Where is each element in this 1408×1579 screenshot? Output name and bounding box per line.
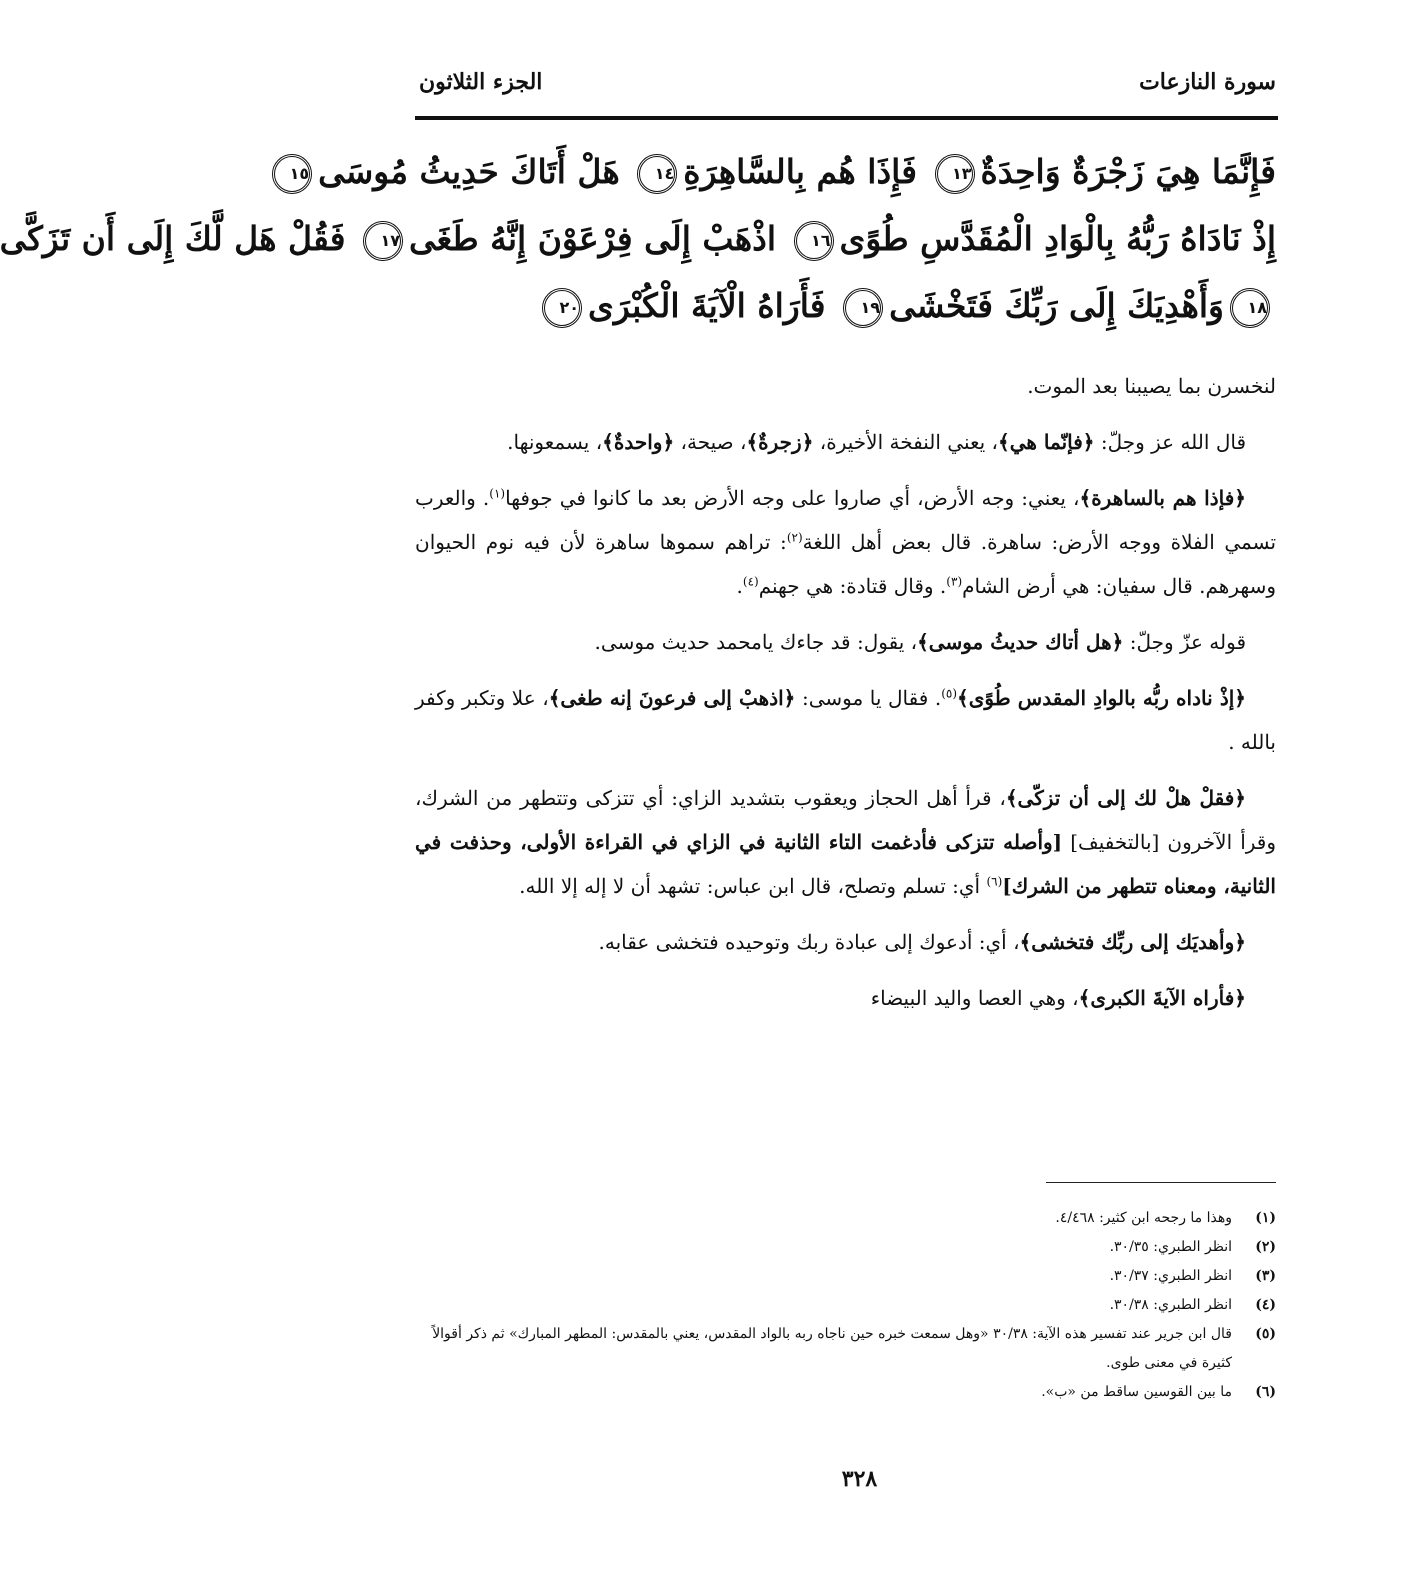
- ayah-number-marker: ١٤: [637, 154, 677, 194]
- footnote-divider: [1046, 1182, 1276, 1183]
- header-rule: [415, 116, 1278, 120]
- quoted-verse: ﴿هل أتاك حديثُ موسى﴾: [917, 630, 1124, 654]
- ayah-number-marker: ٢٠: [542, 288, 582, 328]
- quoted-verse: ﴿فإنّما هي﴾: [998, 430, 1095, 454]
- footnote-number: (٢): [1255, 1239, 1276, 1255]
- paragraph: [415, 620, 1276, 664]
- footnote-item: [415, 1320, 1276, 1378]
- footnote-item: [415, 1291, 1276, 1320]
- text-run: . فقال يا موسى:: [795, 686, 942, 710]
- quoted-verse: ﴿فأراه الآيةَ الكبرى﴾: [1078, 986, 1246, 1010]
- quran-line-1: [289, 138, 1276, 205]
- text-run: .: [736, 574, 743, 598]
- text-run: ، يعني النفخة الأخيرة،: [813, 430, 999, 454]
- verse-text: هَلْ أَتَاكَ حَدِيثُ مُوسَى: [318, 152, 620, 191]
- footnote-ref[interactable]: (١): [489, 486, 506, 501]
- footnote-ref[interactable]: (٥): [941, 686, 958, 701]
- footnote-ref[interactable]: (٢): [786, 530, 803, 545]
- text-run: لنخسرن بما يصيبنا بعد الموت.: [1027, 374, 1276, 398]
- footnote-text: وهذا ما رجحه ابن كثير: ٤/٤٦٨.: [1055, 1210, 1232, 1226]
- part-title: الجزء الثلاثون: [419, 69, 543, 95]
- footnote-number: (٦): [1255, 1384, 1276, 1400]
- text-run: . والعرب تسمي الفلاة ووجه الأرض: ساهرة. قال بعض أهل اللغة: [415, 486, 1277, 554]
- quoted-verse: ﴿واحدةٌ﴾: [602, 430, 675, 454]
- footnote-ref[interactable]: (٤): [742, 574, 759, 589]
- quran-verses-block: [0, 138, 1276, 339]
- quoted-verse: ﴿فإذا هم بالساهرة﴾: [1079, 486, 1247, 510]
- footnote-ref[interactable]: (٦): [986, 874, 1003, 889]
- ayah-number-marker: ١٣: [935, 154, 975, 194]
- ayah-number-marker: ١٨: [1230, 288, 1270, 328]
- quoted-verse: ﴿اذهبْ إلى فرعونَ إنه طغى﴾: [548, 686, 796, 710]
- paragraph: [415, 420, 1276, 464]
- quoted-verse: ﴿فقلْ هلْ لك إلى أن تزكّى﴾: [1005, 786, 1246, 810]
- footnote-item: [415, 1233, 1276, 1262]
- footnote-item: [415, 1204, 1276, 1233]
- verse-text: فَإِنَّمَا هِيَ زَجْرَةٌ وَاحِدَةٌ: [980, 152, 1276, 191]
- paragraph: [415, 776, 1276, 908]
- paragraph: [415, 364, 1276, 408]
- verse-text: إِذْ نَادَاهُ رَبُّهُ بِالْوَادِ الْمُقَدَّسِ طُوًى: [839, 219, 1276, 258]
- footnote-text: انظر الطبري: ٣٠/٣٥.: [1109, 1239, 1232, 1255]
- commentary-body: [415, 364, 1276, 1032]
- ayah-number-marker: ١٩: [843, 288, 883, 328]
- footnote-text: قال ابن جرير عند تفسير هذه الآية: ٣٠/٣٨ «وهل سمعت خبره حين ناجاه ربه بالواد المقدس، يعني بالمقدس: المطهر المبارك» ثم ذكر أقوالاً كثيرة في معنى طوى.: [432, 1326, 1232, 1371]
- paragraph: [415, 476, 1276, 608]
- paragraph: [415, 920, 1276, 964]
- footnotes: [415, 1204, 1276, 1407]
- text-run: ، أي: أدعوك إلى عبادة ربك وتوحيده فتخشى عقابه.: [598, 930, 1020, 954]
- footnote-number: (٣): [1255, 1268, 1276, 1284]
- text-run: ، علا وتكبر وكفر بالله .: [415, 686, 1276, 754]
- text-run: أي: تسلم وتصلح، قال ابن عباس: تشهد أن لا إله إلا الله.: [519, 874, 987, 898]
- footnote-number: (٥): [1255, 1326, 1276, 1342]
- text-run: . وقال قتادة: هي جهنم: [758, 574, 947, 598]
- running-header: [419, 62, 1276, 102]
- paragraph: [415, 976, 1276, 1020]
- verse-text: فَإِذَا هُم بِالسَّاهِرَةِ: [683, 152, 918, 191]
- footnote-item: [415, 1378, 1276, 1407]
- footnote-text: انظر الطبري: ٣٠/٣٧.: [1109, 1268, 1232, 1284]
- text-run: ، قرأ أهل الحجاز ويعقوب بتشديد الزاي: أي تتزكى وتتطهر من الشرك، وقرأ الآخرون [بالتخفيف]: [415, 786, 1277, 854]
- text-run: ، صيحة،: [674, 430, 747, 454]
- ayah-number-marker: ١٧: [363, 221, 403, 261]
- paragraph: [415, 676, 1276, 764]
- verse-text: اذْهَبْ إِلَى فِرْعَوْنَ إِنَّهُ طَغَى: [408, 219, 777, 258]
- footnote-number: (١): [1255, 1210, 1276, 1226]
- footnote-text: انظر الطبري: ٣٠/٣٨.: [1109, 1297, 1232, 1313]
- footnote-item: [415, 1262, 1276, 1291]
- bracketed-insertion: [وأصله تتزكى فأدغمت التاء الثانية في الزاي في القراءة الأولى، وحذفت في الثانية، ومعناه تتطهر من الشرك]: [415, 830, 1276, 898]
- quoted-verse: ﴿زجرةٌ﴾: [746, 430, 814, 454]
- verse-text: فَأَرَاهُ الْآيَةَ الْكُبْرَى: [588, 286, 826, 325]
- footnote-ref[interactable]: (٣): [946, 574, 963, 589]
- verse-text: وَأَهْدِيَكَ إِلَى رَبِّكَ فَتَخْشَى: [889, 286, 1224, 325]
- page-number: ٣٢٨: [841, 1466, 878, 1492]
- ayah-number-marker: ١٦: [794, 221, 834, 261]
- text-run: قال الله عز وجلّ:: [1094, 430, 1246, 454]
- text-run: ، يعني: وجه الأرض، أي صاروا على وجه الأرض بعد ما كانوا في جوفها: [505, 486, 1080, 510]
- quoted-verse: ﴿وأهديَك إلى ربِّك فتخشى﴾: [1019, 930, 1246, 954]
- quran-line-3: [415, 272, 1276, 339]
- text-run: قوله عزّ وجلّ:: [1123, 630, 1246, 654]
- verse-text: فَقُلْ هَل لَّكَ إِلَى أَن تَزَكَّى: [0, 219, 346, 258]
- ayah-number-marker: ١٥: [272, 154, 312, 194]
- text-run: : تراهم سموها ساهرة لأن فيه نوم الحيوان وسهرهم. قال سفيان: هي أرض الشام: [415, 530, 1276, 598]
- footnote-text: ما بين القوسين ساقط من «ب».: [1041, 1384, 1232, 1400]
- footnote-number: (٤): [1255, 1297, 1276, 1313]
- surah-title: سورة النازعات: [1139, 69, 1276, 95]
- quoted-verse: ﴿إذْ ناداه ربُّه بالوادِ المقدس طُوًى﴾: [957, 686, 1246, 710]
- text-run: ، يسمعونها.: [507, 430, 603, 454]
- quran-line-2: [0, 205, 1276, 272]
- text-run: ، وهي العصا واليد البيضاء: [870, 986, 1079, 1010]
- text-run: ، يقول: قد جاءك يامحمد حديث موسى.: [594, 630, 918, 654]
